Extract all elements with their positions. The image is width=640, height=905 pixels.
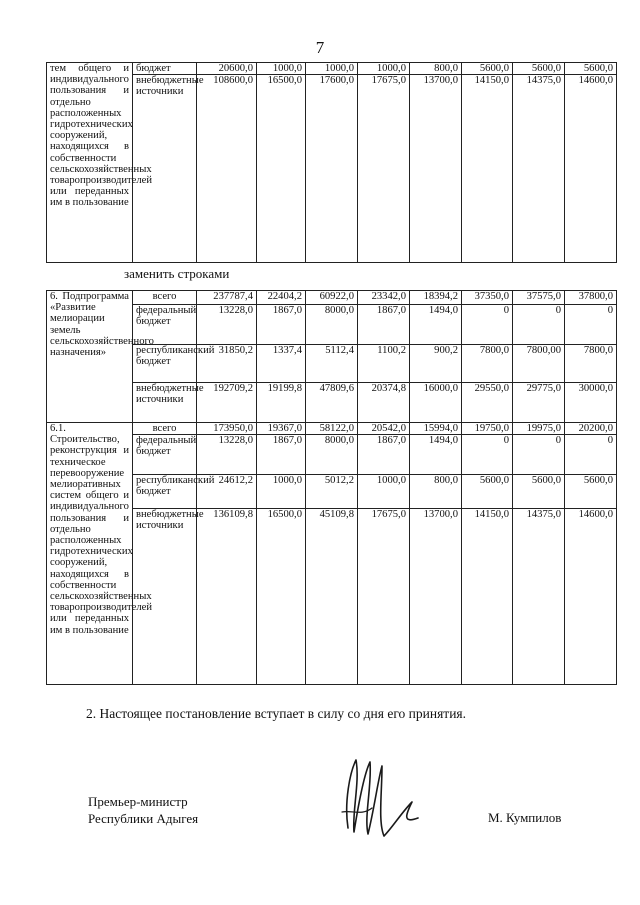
handwritten-signature [322,752,432,844]
table2-cell: 1494,0 [410,305,462,345]
table1-cell: 5600,0 [462,63,513,75]
table2-cell: 60922,0 [306,291,358,305]
table2-cell: 7800,0 [565,345,617,383]
table1-cell: 5600,0 [513,63,565,75]
table2-cell: 58122,0 [306,423,358,435]
table2-source: федеральный бюджет [133,305,197,345]
table1-cell: 14375,0 [513,75,565,263]
table2-source: республиканский бюджет [133,475,197,509]
replace-instruction: заменить строками [124,266,230,281]
table2-cell: 13228,0 [197,305,257,345]
table2-cell: 19199,8 [257,383,306,423]
table2-cell: 29550,0 [462,383,513,423]
table2-cell: 19975,0 [513,423,565,435]
table2-cell: 14375,0 [513,509,565,685]
table1-cell: 16500,0 [257,75,306,263]
table2-cell: 1867,0 [358,305,410,345]
table2-cell: 173950,0 [197,423,257,435]
table2-cell: 192709,2 [197,383,257,423]
table2-cell: 0 [513,305,565,345]
table2-cell: 0 [565,305,617,345]
table2-cell: 1867,0 [358,435,410,475]
table-old-rows [46,62,617,263]
effective-date-paragraph: 2. Настоящее постановление вступает в силу со дня его принятия. [86,706,467,721]
table1-cell: 108600,0 [197,75,257,263]
table2-cell: 13700,0 [410,509,462,685]
table2-cell: 0 [513,435,565,475]
table2-cell: 18394,2 [410,291,462,305]
table2-cell: 16500,0 [257,509,306,685]
table2-cell: 37800,0 [565,291,617,305]
table2-cell: 1000,0 [257,475,306,509]
signer-title-line2: Республики Адыгея [88,811,199,826]
table2-source: всего [133,291,197,305]
table2-cell: 8000,0 [306,435,358,475]
table2-cell: 8000,0 [306,305,358,345]
table1-cell: 1000,0 [358,63,410,75]
table2-cell: 1867,0 [257,435,306,475]
table2-cell: 31850,2 [197,345,257,383]
table1-cell: 17600,0 [306,75,358,263]
table1-cell: 14600,0 [565,75,617,263]
table1-cell: 14150,0 [462,75,513,263]
table2-cell: 20200,0 [565,423,617,435]
table2-cell: 23342,0 [358,291,410,305]
table2-cell: 20374,8 [358,383,410,423]
table2-cell: 14600,0 [565,509,617,685]
page-number: 7 [315,38,325,57]
table2-cell: 30000,0 [565,383,617,423]
table2-cell: 1100,2 [358,345,410,383]
table2-cell: 29775,0 [513,383,565,423]
table2-cell: 7800,0 [462,345,513,383]
table2-source: внебюджетные источники [133,383,197,423]
table2-cell: 800,0 [410,475,462,509]
table1-cell: 17675,0 [358,75,410,263]
table2-cell: 47809,6 [306,383,358,423]
table2-cell: 1000,0 [358,475,410,509]
table2-cell: 0 [462,435,513,475]
section-6-1-description: 6.1. Строительство, реконструкция и техническое перевооружение мелиоративных систем общего и индивидуального пользования и отдельно расположенных гидротехнических сооружений, находящихся в собственности сельскохозяйственных товаропроизводителей или переданных им в пользование [47,423,133,685]
table1-cell: 1000,0 [257,63,306,75]
table2-source: внебюджетные источники [133,509,197,685]
table2-cell: 22404,2 [257,291,306,305]
table2-cell: 16000,0 [410,383,462,423]
table2-cell: 37575,0 [513,291,565,305]
table2-cell: 20542,0 [358,423,410,435]
table2-cell: 0 [462,305,513,345]
table2-cell: 37350,0 [462,291,513,305]
table2-cell: 900,2 [410,345,462,383]
table1-cell: 1000,0 [306,63,358,75]
table2-cell: 1337,4 [257,345,306,383]
table2-cell: 45109,8 [306,509,358,685]
signer-title-line1: Премьер-министр [88,794,188,809]
table1-source: бюджет [133,63,197,75]
table2-source: федеральный бюджет [133,435,197,475]
table2-cell: 17675,0 [358,509,410,685]
table1-cell: 5600,0 [565,63,617,75]
table2-cell: 19750,0 [462,423,513,435]
table2-cell: 5600,0 [565,475,617,509]
table2-cell: 5600,0 [513,475,565,509]
table2-cell: 14150,0 [462,509,513,685]
table2-cell: 19367,0 [257,423,306,435]
table2-cell: 5112,4 [306,345,358,383]
table1-cell: 20600,0 [197,63,257,75]
table2-cell: 15994,0 [410,423,462,435]
signer-name: М. Кумпилов [488,810,562,825]
table2-cell: 136109,8 [197,509,257,685]
table2-source: всего [133,423,197,435]
signer-title [88,793,198,827]
table2-cell: 237787,4 [197,291,257,305]
table-new-rows [46,290,617,685]
table2-cell: 1494,0 [410,435,462,475]
table2-cell: 7800,00 [513,345,565,383]
table2-cell: 1867,0 [257,305,306,345]
table2-cell: 5012,2 [306,475,358,509]
table2-source: республиканский бюджет [133,345,197,383]
table2-cell: 13228,0 [197,435,257,475]
table2-cell: 24612,2 [197,475,257,509]
table1-cell: 13700,0 [410,75,462,263]
table1-description: тем общего и индивидуального пользования и отдельно расположенных гидротехнических сооружений, находящихся в собственности сельскохозяйственных товаропроизводителей или переданных им в пользование [47,63,133,263]
table2-cell: 5600,0 [462,475,513,509]
section-6-description: 6. Подпрограмма «Развитие мелиорации земель сельскохозяйственного назначения» [47,291,133,423]
table1-source: внебюджетные источники [133,75,197,263]
table2-cell: 0 [565,435,617,475]
table1-cell: 800,0 [410,63,462,75]
